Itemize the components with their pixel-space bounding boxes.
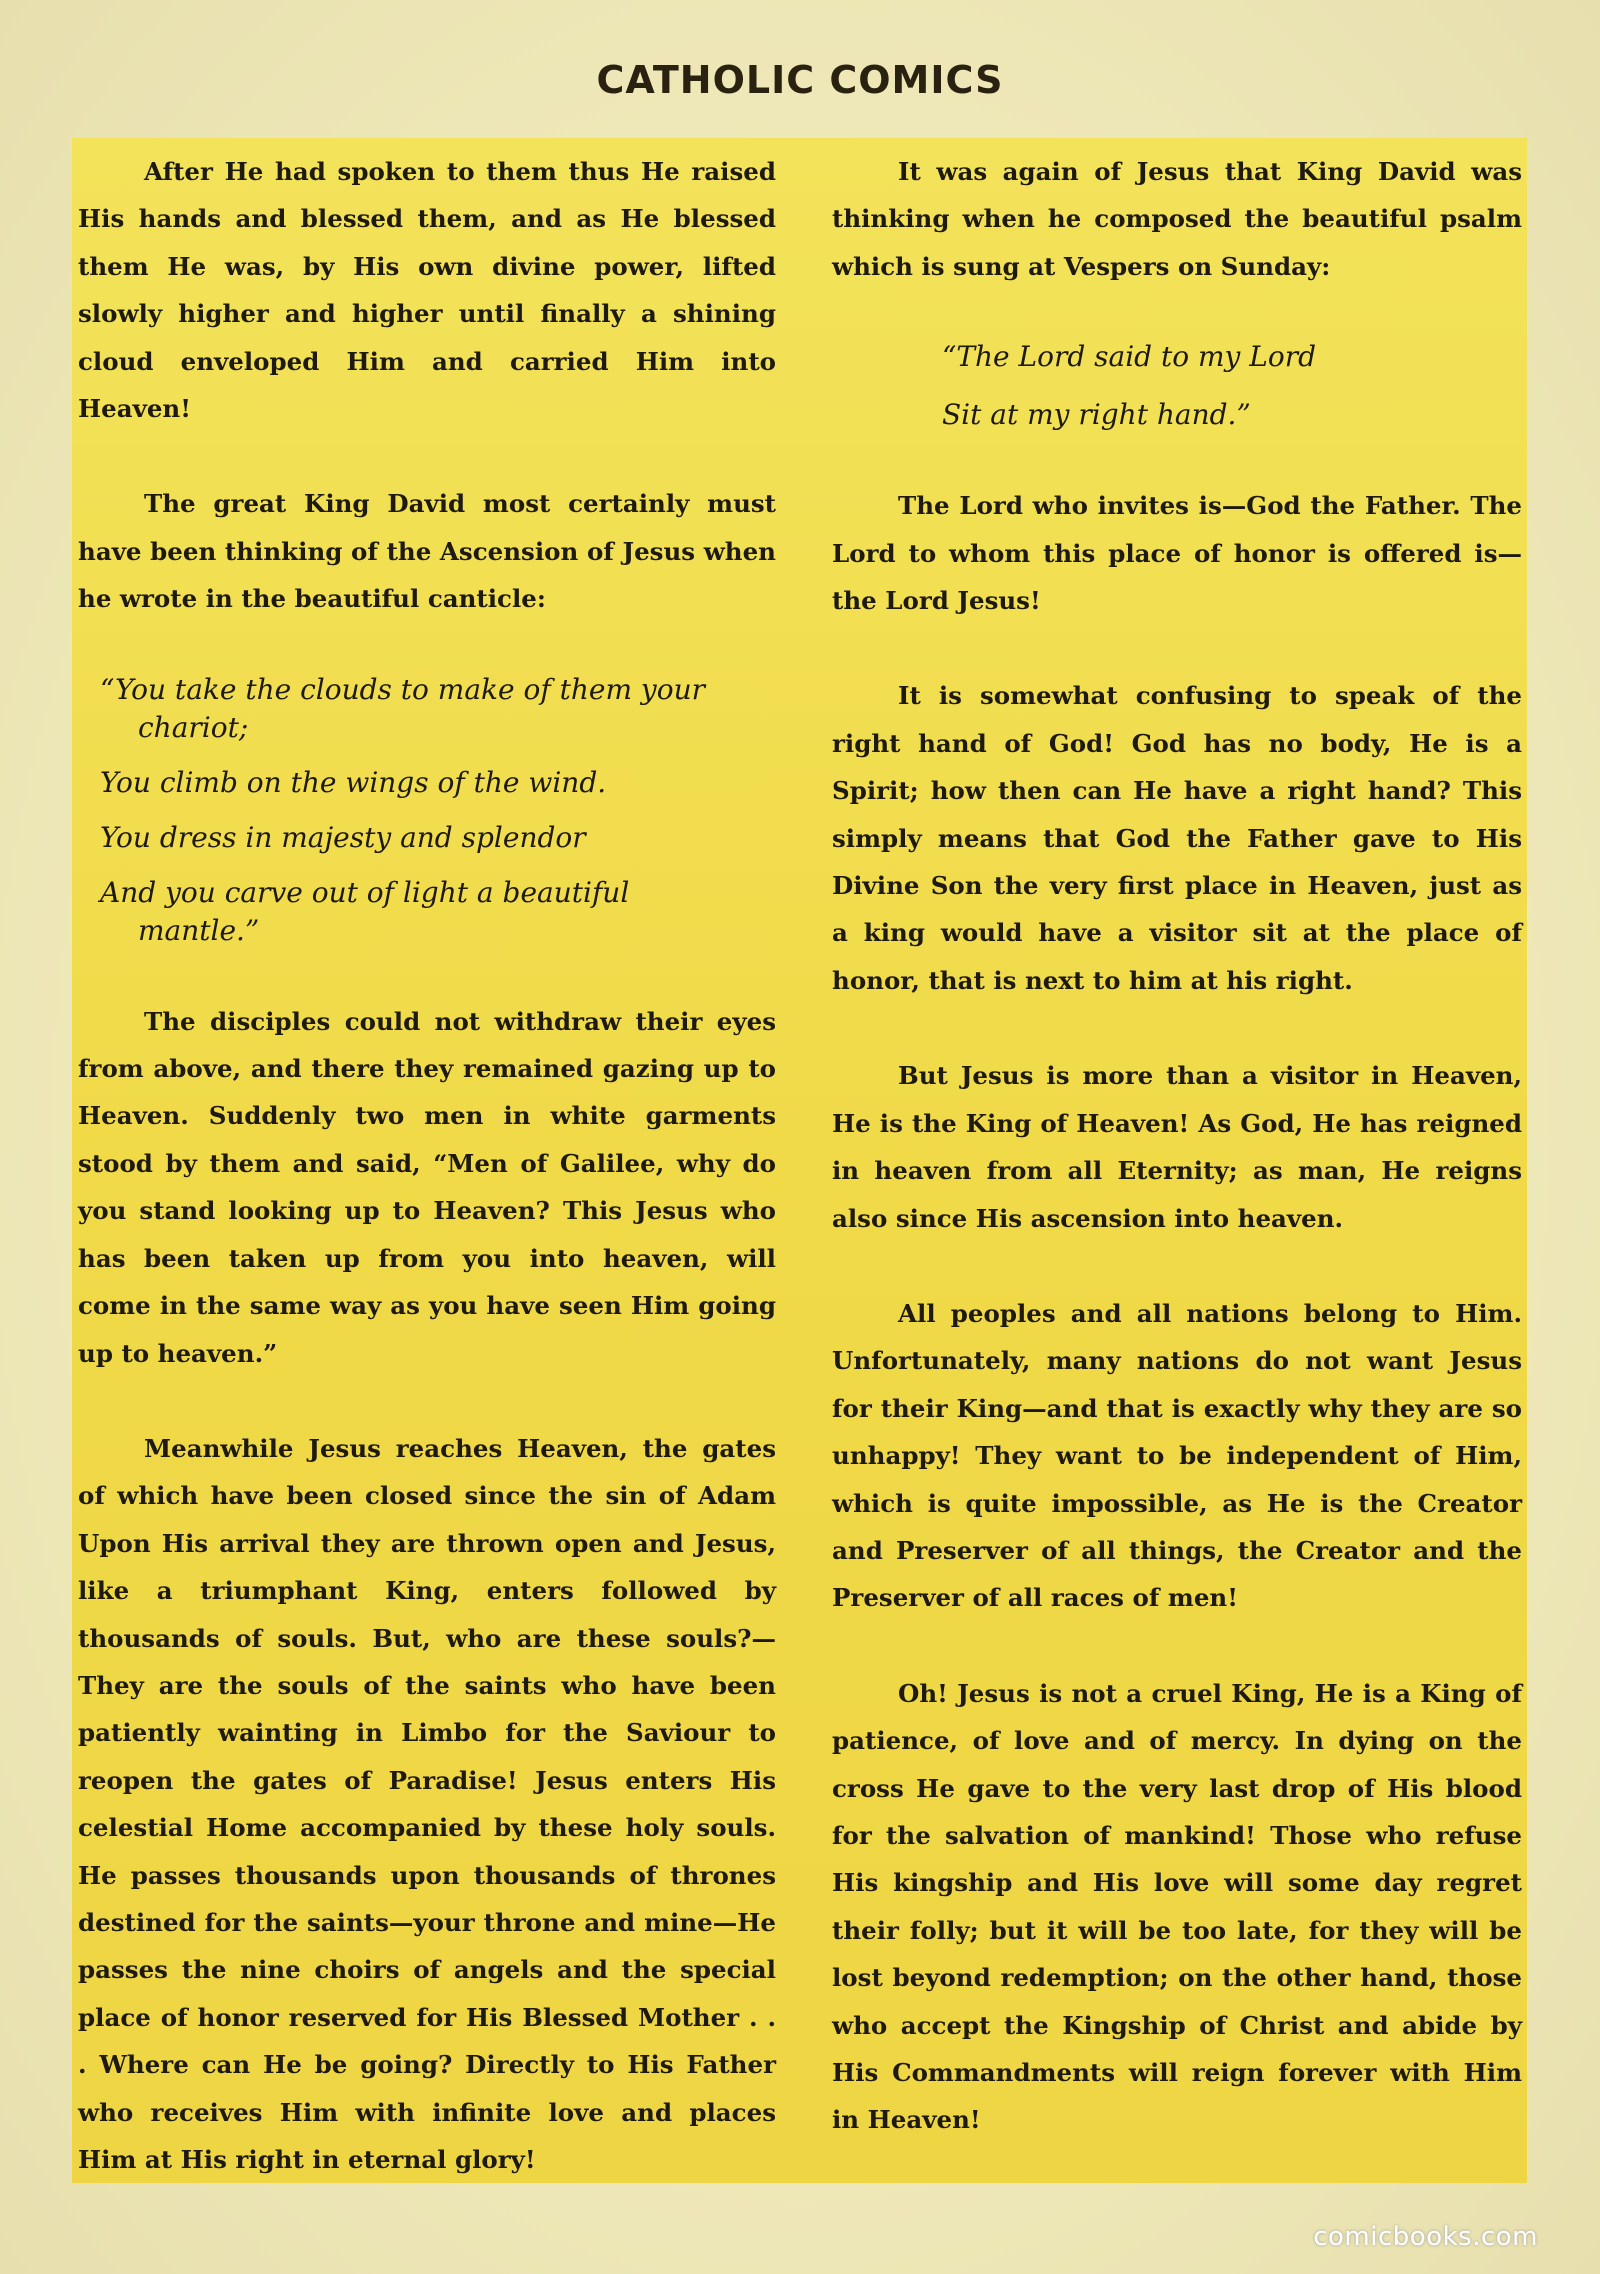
page-title: CATHOLIC COMICS — [596, 58, 1004, 102]
verse-line: “You take the clouds to make of them your chariot; — [100, 672, 706, 744]
paragraph: It was again of Jesus that King David was thinking when he composed the beautiful psalm which is sung at Vespers on Sunday: — [832, 157, 1522, 281]
paragraph: The great King David most certainly must have been thinking of the Ascension of Jesus when he wrote in the beautiful canticle: — [78, 489, 776, 614]
paragraph: All peoples and all nations belong to Him. Unfortunately, many nations do not want Jesus for their King—and that is exactly why they are so unhappy! They want to be independent of Him, which is quite impossible, as He is the Creator and Preserver of all things, the Creator and the Preserver of all races of men! — [832, 1298, 1522, 1613]
verse-line: You climb on the wings of the wind. — [100, 765, 607, 799]
psalm-verse — [832, 338, 1522, 434]
verse-line: “The Lord said to my Lord — [942, 340, 1317, 374]
paragraph: The Lord who invites is—God the Father. The Lord to whom this place of honor is offered is—the Lord Jesus! — [832, 491, 1522, 616]
paragraph: The disciples could not withdraw their eyes from above, and there they remained gazing up to Heaven. Suddenly two men in white garments stood by them and said, “Men of Galilee, why do you stand looking up to Heaven? This Jesus who has been taken up from you into heaven, will come in the same way as you have seen Him going up to heaven.” — [78, 1006, 776, 1368]
watermark: comicbooks.com — [1313, 2222, 1538, 2252]
paragraph: Oh! Jesus is not a cruel King, He is a King of patience, of love and of mercy. In dying on the cross He gave to the very last drop of His blood for the salvation of mankind! Those who refuse His kingship and His love will some day regret their folly; but it will be too late, for they will be lost beyond redemption; on the other hand, those who accept the Kingship of Christ and abide by His Commandments will reign forever with Him in Heaven! — [832, 1678, 1522, 2135]
right-column — [832, 138, 1522, 2192]
paragraph: Meanwhile Jesus reaches Heaven, the gates of which have been closed since the sin of Adam Upon His arrival they are thrown open and Jesus, like a triumphant King, enters followed by thousands of souls. But, who are these souls?—They are the souls of the saints who have been patiently wainting in Limbo for the Saviour to reopen the gates of Paradise! Jesus enters His celestial Home accompanied by these holy souls. He passes thousands upon thousands of thrones destined for the saints—your throne and mine—He passes the nine choirs of angels and the special place of honor reserved for His Blessed Mother . . . Where can He be going? Directly to His Father who receives Him with infinite love and places Him at His right in eternal glory! — [78, 1433, 776, 2174]
verse-line: You dress in majesty and splendor — [100, 820, 586, 854]
text-panel — [72, 138, 1527, 2183]
canticle-verse — [78, 671, 776, 950]
paragraph: But Jesus is more than a visitor in Heaven, He is the King of Heaven! As God, He has reigned in heaven from all Eternity; as man, He reigns also since His ascension into heaven. — [832, 1061, 1522, 1233]
paragraph: After He had spoken to them thus He raised His hands and blessed them, and as He blessed them He was, by His own divine power, lifted slowly higher and higher until finally a shining cloud enveloped Him and carried Him into Heaven! — [78, 157, 776, 424]
verse-line: Sit at my right hand.” — [942, 398, 1251, 432]
left-column — [78, 138, 776, 2231]
paragraph: It is somewhat confusing to speak of the right hand of God! God has no body, He is a Spirit; how then can He have a right hand? This simply means that God the Father gave to His Divine Son the very first place in Heaven, just as a king would have a visitor sit at the place of honor, that is next to him at his right. — [832, 681, 1522, 995]
verse-line: And you carve out of light a beautiful mantle.” — [100, 875, 630, 947]
